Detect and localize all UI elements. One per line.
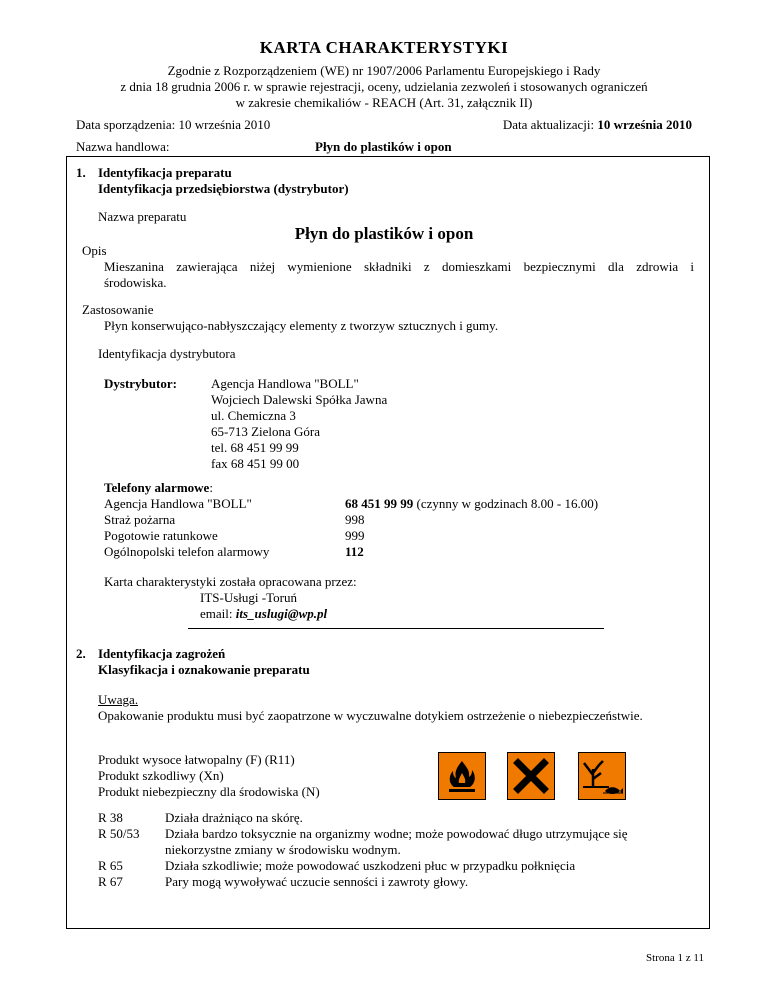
date-updated	[503, 117, 692, 133]
email-label: email:	[200, 606, 236, 621]
distributor-address	[211, 376, 387, 472]
alarm-number: 112	[345, 544, 364, 559]
distributor-line: ul. Chemiczna 3	[211, 408, 296, 423]
distributor-line: Agencja Handlowa "BOLL"	[211, 376, 359, 391]
prepared-by-company: ITS-Usługi -Toruń	[200, 590, 297, 605]
risk-code	[98, 842, 140, 858]
classification-item: Produkt niebezpieczny dla środowiska (N)	[98, 784, 320, 799]
document-title: KARTA CHARAKTERYSTYKI	[259, 38, 509, 57]
classification-list	[98, 752, 320, 800]
distributor-line: tel. 68 451 99 99	[211, 440, 299, 455]
risk-code: R 65	[98, 858, 123, 873]
flame-icon	[438, 752, 486, 800]
distributor-line: fax 68 451 99 00	[211, 456, 300, 471]
date-created	[76, 117, 270, 133]
alarm-names	[104, 496, 269, 560]
section-1-subheading: Identyfikacja przedsiębiorstwa (dystrybutor)	[98, 181, 349, 196]
trade-name-value: Płyn do plastików i opon	[315, 139, 452, 154]
alarm-phones-label: Telefony alarmowe	[104, 480, 210, 495]
usage-text: Płyn konserwująco-nabłyszczający elementy z tworzyw sztucznych i gumy.	[104, 318, 499, 333]
section-2-heading: Identyfikacja zagrożeń	[98, 646, 226, 661]
risk-texts	[165, 810, 628, 890]
risk-text: Działa bardzo toksycznie na organizmy wodne; może powodować długo utrzymujące się	[165, 826, 628, 841]
alarm-name: Straż pożarna	[104, 512, 176, 527]
alarm-name: Agencja Handlowa "BOLL"	[104, 496, 252, 511]
classification-item: Produkt szkodliwy (Xn)	[98, 768, 224, 783]
alarm-number: 999	[345, 528, 365, 543]
page-number: Strona 1 z 11	[646, 952, 704, 964]
regulation-line-1: Zgodnie z Rozporządzeniem (WE) nr 1907/2006 Parlamentu Europejskiego i Rady	[167, 63, 601, 78]
risk-text: Pary mogą wywoływać uczucie senności i zawroty głowy.	[165, 874, 469, 889]
risk-text: niekorzystne zmiany w środowisku wodnym.	[165, 842, 401, 857]
distributor-label: Dystrybutor:	[104, 376, 177, 391]
risk-codes	[98, 810, 140, 890]
regulation-line-3: w zakresie chemikaliów - REACH (Art. 31, załącznik II)	[235, 95, 533, 110]
trade-name-label: Nazwa handlowa:	[76, 139, 170, 154]
section-1-number: 1.	[76, 165, 86, 180]
alarm-numbers	[345, 496, 598, 560]
alarm-phones-colon: :	[209, 480, 213, 495]
section-2-number: 2.	[76, 646, 86, 661]
alarm-note: (czynny w godzinach 8.00 - 16.00)	[413, 496, 599, 511]
alarm-name: Pogotowie ratunkowe	[104, 528, 218, 543]
risk-text: Działa szkodliwie; może powodować uszkodzeni płuc w przypadku połknięcia	[165, 858, 576, 873]
distributor-line: 65-713 Zielona Góra	[211, 424, 321, 439]
alarm-name: Ogólnopolski telefon alarmowy	[104, 544, 270, 559]
note-label: Uwaga.	[98, 692, 139, 707]
description-line-1: Mieszanina zawierająca niżej wymienione składniki z domieszkami bezpiecznymi dla zdrowia i	[104, 259, 694, 274]
risk-text: Działa drażniąco na skórę.	[165, 810, 303, 825]
cross-icon	[507, 752, 555, 800]
email-link[interactable]: its_uslugi@wp.pl	[235, 606, 328, 621]
distributor-id-label: Identyfikacja dystrybutora	[98, 346, 236, 361]
section-2-subheading: Klasyfikacja i oznakowanie preparatu	[98, 662, 310, 677]
prepared-by-email	[200, 606, 327, 622]
environment-icon	[578, 752, 626, 800]
section-1-heading: Identyfikacja preparatu	[98, 165, 232, 180]
date-created-label: Data sporządzenia:	[76, 117, 176, 132]
distributor-line: Wojciech Dalewski Spółka Jawna	[211, 392, 388, 407]
product-name-label: Nazwa preparatu	[98, 209, 187, 224]
date-created-value: 10 września 2010	[178, 117, 271, 132]
description-line-2: środowiska.	[104, 275, 167, 290]
product-name: Płyn do plastików i opon	[294, 224, 474, 243]
alarm-phones-heading	[104, 480, 213, 496]
section-divider	[188, 628, 604, 629]
risk-code: R 67	[98, 874, 123, 889]
regulation-line-2: z dnia 18 grudnia 2006 r. w sprawie rejestracji, oceny, udzielania zezwoleń i stosowanych ograniczeń	[120, 79, 648, 94]
note-text: Opakowanie produktu musi być zaopatrzone w wyczuwalne dotykiem ostrzeżenie o niebezpieczeństwie.	[98, 708, 643, 723]
classification-item: Produkt wysoce łatwopalny (F) (R11)	[98, 752, 295, 767]
risk-code: R 50/53	[98, 826, 140, 841]
alarm-number: 68 451 99 99	[345, 496, 414, 511]
risk-code: R 38	[98, 810, 123, 825]
date-updated-value: 10 września 2010	[597, 117, 692, 132]
description-label: Opis	[82, 243, 107, 258]
prepared-by-label: Karta charakterystyki została opracowana przez:	[104, 574, 357, 589]
alarm-number: 998	[345, 512, 365, 527]
usage-label: Zastosowanie	[82, 302, 154, 317]
date-updated-label: Data aktualizacji:	[502, 117, 595, 132]
